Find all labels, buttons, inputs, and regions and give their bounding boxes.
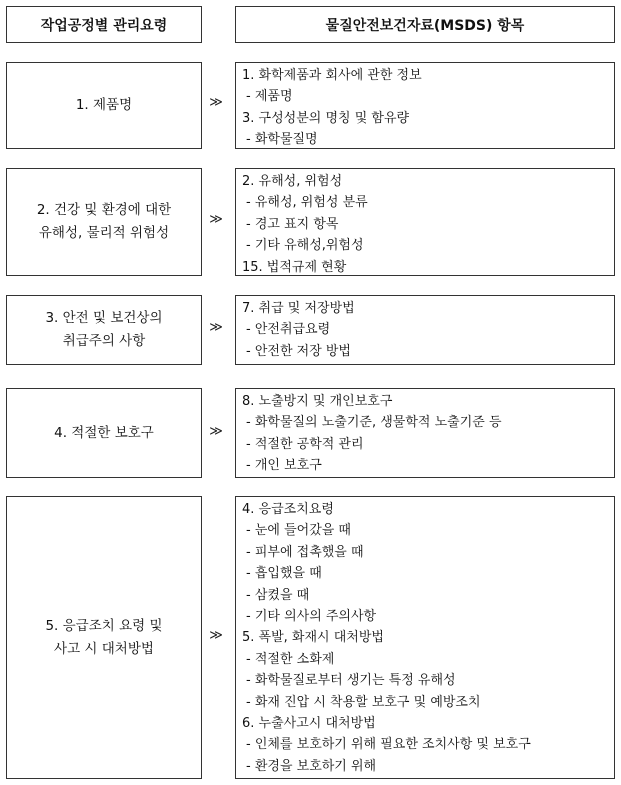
row-5-left-box	[6, 496, 202, 779]
row-3-left-line: 3. 안전 및 보건상의	[45, 310, 163, 326]
row-2-right-box	[235, 168, 615, 276]
row-5-subitem: - 환경을 보호하기 위해	[246, 758, 377, 774]
row-1-item: 3. 구성성분의 명칭 및 함유량	[242, 110, 410, 126]
row-5-subitem: - 피부에 접촉했을 때	[246, 544, 364, 560]
row-4-left-box	[6, 388, 202, 478]
row-2-subitem: - 유해성, 위험성 분류	[246, 195, 368, 211]
row-4-item: 8. 노출방지 및 개인보호구	[242, 394, 393, 409]
row-1-subitem: - 화학물질명	[246, 132, 318, 148]
row-4-subitem: - 적절한 공학적 관리	[246, 436, 364, 452]
row-5-subitem: - 화학물질로부터 생기는 특정 유해성	[246, 673, 456, 689]
row-1-left-line: 1. 제품명	[75, 97, 133, 113]
row-2-arrow-icon: ≫	[209, 212, 223, 227]
row-4-subitem: - 화학물질의 노출기준, 생물학적 노출기준 등	[246, 415, 502, 431]
row-2-item: 2. 유해성, 위험성	[242, 174, 343, 189]
row-3-arrow-icon: ≫	[209, 320, 223, 335]
row-5-item: 6. 누출사고시 대처방법	[242, 715, 376, 731]
row-4-arrow-icon: ≫	[209, 424, 223, 439]
row-5-right-box	[235, 496, 615, 779]
row-1-left-box	[6, 62, 202, 149]
row-1-arrow-icon: ≫	[209, 95, 223, 110]
row-2-left-line: 2. 건강 및 환경에 대한	[36, 202, 172, 218]
row-1-item: 1. 화학제품과 회사에 관한 정보	[242, 68, 422, 83]
row-5-left-line: 5. 응급조치 요령 및	[45, 617, 163, 634]
row-5-item: 4. 응급조치요령	[242, 502, 334, 517]
row-3-right-box	[235, 295, 615, 365]
header-left-box	[6, 6, 202, 43]
row-3-left-line: 취급주의 사항	[62, 333, 146, 349]
row-3-subitem: - 안전한 저장 방법	[246, 343, 351, 359]
row-2-left-box	[6, 168, 202, 276]
row-5-subitem: - 기타 의사의 주의사항	[246, 608, 377, 624]
header-right-title: 물질안전보건자료(MSDS) 항목	[325, 17, 525, 34]
row-2-item: 15. 법적규제 현황	[242, 259, 347, 275]
row-5-arrow-icon: ≫	[209, 628, 223, 643]
row-5-subitem: - 화재 진압 시 착용할 보호구 및 예방조치	[246, 694, 481, 710]
row-5-subitem: - 눈에 들어갔을 때	[246, 523, 351, 539]
row-1-subitem: - 제품명	[246, 89, 293, 105]
row-3-item: 7. 취급 및 저장방법	[242, 301, 355, 316]
row-3-left-box	[6, 295, 202, 365]
row-2-left-line: 유해성, 물리적 위험성	[38, 225, 170, 241]
row-5-subitem: - 흡입했을 때	[246, 566, 322, 582]
header-right-box	[235, 6, 615, 43]
row-4-subitem: - 개인 보호구	[246, 458, 322, 474]
row-4-right-box	[235, 388, 615, 478]
row-3-subitem: - 안전취급요령	[246, 322, 331, 338]
row-5-left-line: 사고 시 대처방법	[54, 640, 154, 657]
row-5-subitem: - 적절한 소화제	[246, 651, 335, 667]
header-left-title: 작업공정별 관리요령	[40, 17, 168, 34]
row-2-subitem: - 경고 표지 항목	[246, 216, 339, 232]
row-5-subitem: - 인체를 보호하기 위해 필요한 조치사항 및 보호구	[246, 737, 531, 753]
row-4-left-line: 4. 적절한 보호구	[54, 424, 154, 441]
row-5-item: 5. 폭발, 화재시 대처방법	[242, 630, 384, 646]
row-1-right-box	[235, 62, 615, 149]
row-2-subitem: - 기타 유해성,위험성	[246, 238, 364, 254]
row-5-subitem: - 삼켰을 때	[246, 587, 310, 603]
